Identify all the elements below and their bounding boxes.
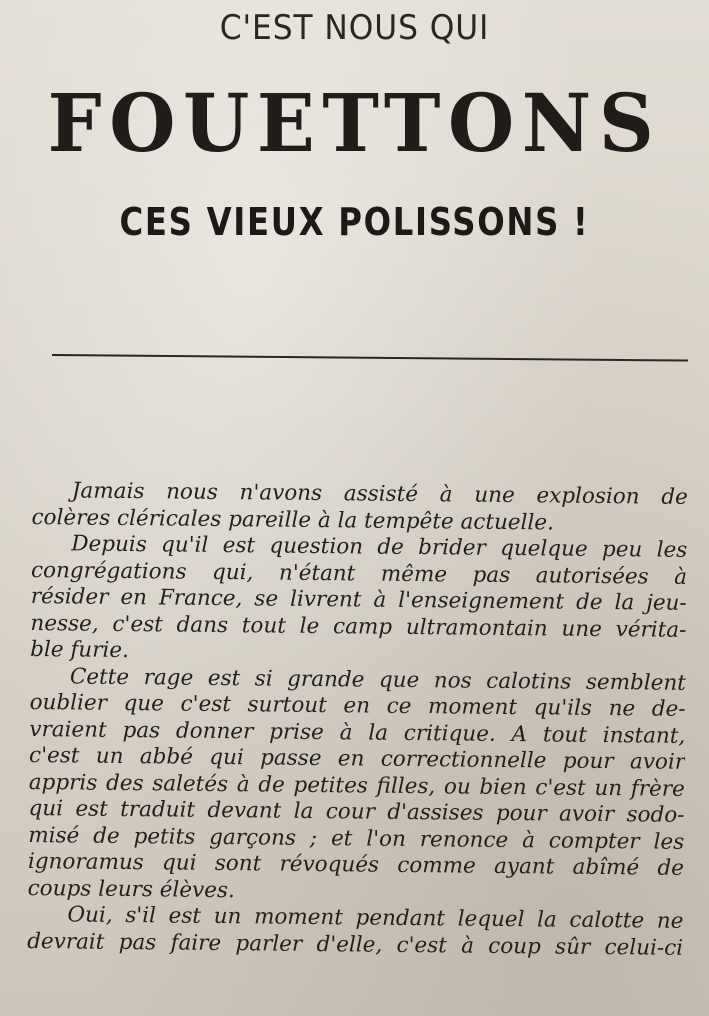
article-line: appris des saletés à de petites filles, ou bien c'est un frère [28, 769, 685, 802]
article-line: qui est traduit devant la cour d'assises pour avoir sodo- [28, 795, 685, 828]
article-line: Depuis qu'il est question de brider quelque peu les [71, 531, 688, 563]
article-line: vraient pas donner prise à la critique. A tout instant, [29, 716, 686, 749]
article-line: devrait pas faire parler d'elle, c'est à coup sûr celui-ci [27, 928, 684, 961]
article-line: coups leurs élèves. [27, 875, 235, 903]
article-line: résider en France, se livrent à l'enseignement de la jeu- [30, 583, 687, 616]
article-line: ble furie. [30, 636, 130, 664]
article-line: Oui, s'il est un moment pendant lequel la calotte ne [67, 902, 684, 934]
header-subtitle: CES VIEUX POLISSONS ! [119, 200, 590, 244]
article-body [27, 478, 688, 962]
article-line: Cette rage est si grande que nos calotins semblent [69, 663, 687, 696]
article-line: colères cléricales pareille à la tempête actuelle. [31, 504, 555, 535]
header-title: FOUETTONS [47, 76, 662, 170]
header-kicker: C'EST NOUS QUI [219, 8, 490, 48]
article-line: c'est un abbé qui passe en correctionnelle pour avoir [28, 742, 686, 775]
article-line: oublier que c'est surtout en ce moment qu'ils ne de- [29, 689, 686, 722]
separator-rule [52, 354, 688, 362]
article-line: nesse, c'est dans tout le camp ultramontain une vérita- [30, 610, 687, 643]
article-line: misé de petits garçons ; et l'on renonce à compter les [28, 822, 685, 855]
article-line: congrégations qui, n'étant même pas autorisées à [30, 557, 688, 590]
article-line: Jamais nous n'avons assisté à une explosion de [71, 478, 688, 510]
article-line: ignoramus qui sont révoqués comme ayant abîmé de [27, 848, 685, 881]
